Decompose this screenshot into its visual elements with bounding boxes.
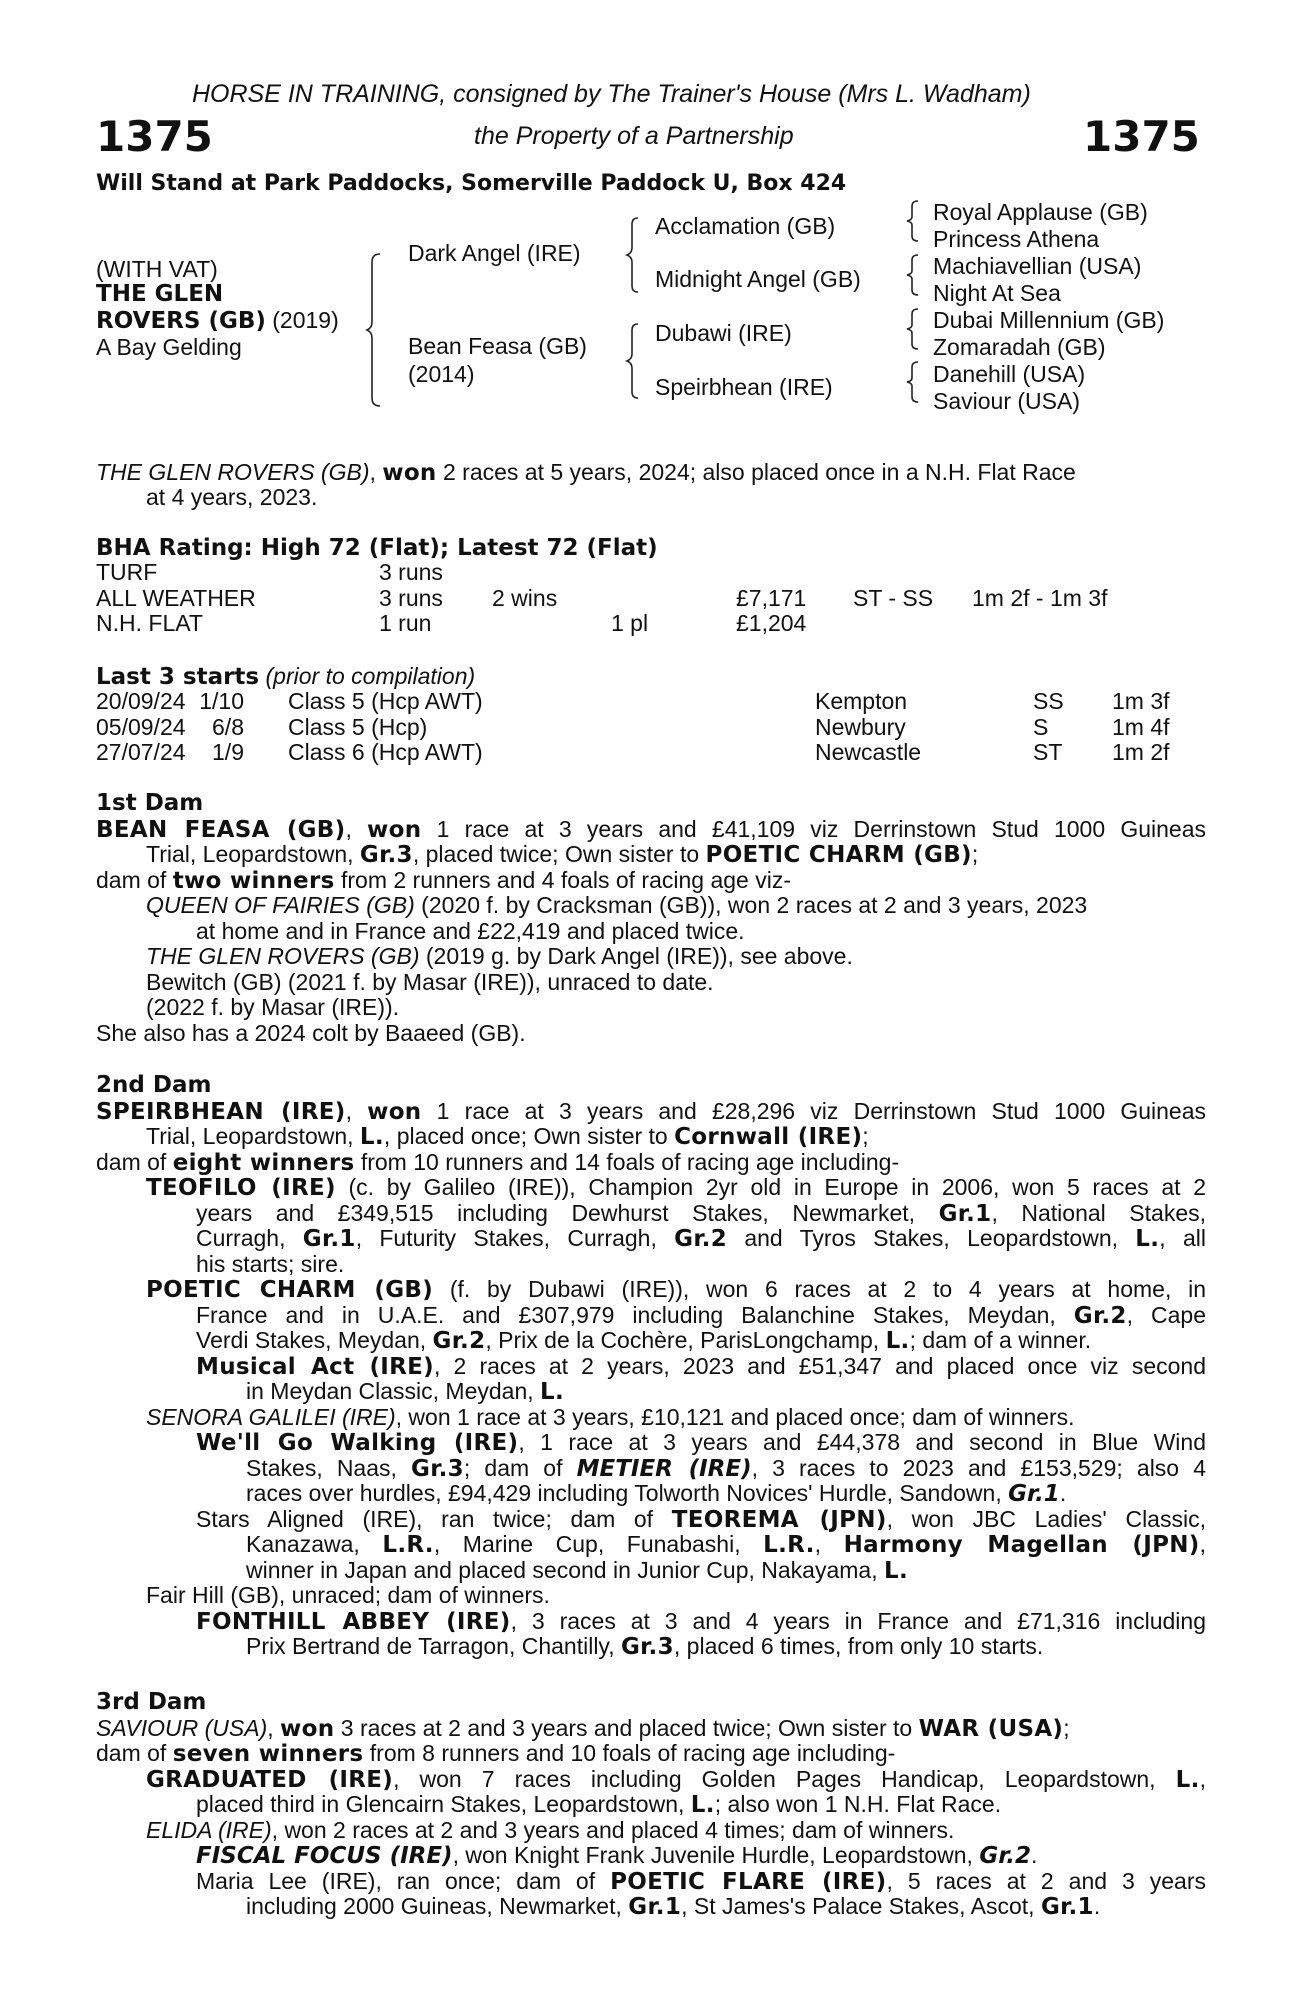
winners-count: eight winners: [172, 1149, 355, 1176]
text: ; dam of: [463, 1454, 577, 1481]
grade: Gr.2: [432, 1328, 486, 1354]
last-starts-note: (prior to compilation): [259, 663, 476, 689]
first-dam-line: [146, 893, 1087, 919]
text: , placed 6 times, from only 10 starts.: [673, 1633, 1044, 1659]
second-dam-title: 2nd Dam: [96, 1072, 212, 1098]
second-dam-line: [196, 1430, 1206, 1457]
grade: Gr.1: [1040, 1894, 1094, 1920]
text: , National Stakes,: [991, 1199, 1207, 1226]
location-line: Will Stand at Park Paddocks, Somerville Paddock U, Box 424: [96, 171, 847, 196]
produce-name: POETIC FLARE (IRE): [610, 1868, 887, 1895]
pedigree-sss: Royal Applause (GB): [933, 199, 1148, 225]
first-dam-line: She also has a 2024 colt by Baaeed (GB).: [96, 1019, 526, 1046]
last-starts-title: [96, 663, 475, 690]
pedigree-dss: Dubai Millennium (GB): [933, 307, 1165, 333]
bha-rating-title: BHA Rating: High 72 (Flat); Latest 72 (Flat): [96, 535, 658, 561]
second-dam-line: [146, 1277, 1206, 1304]
grade: L.: [1135, 1226, 1160, 1252]
rating-money: £1,204: [736, 610, 807, 636]
text: , Futurity Stakes, Curragh,: [355, 1225, 675, 1251]
start-distance: 1m 2f: [1112, 739, 1170, 765]
text: ;: [971, 841, 979, 867]
winners-count: two winners: [172, 867, 335, 894]
text: (f. by Dubawi (IRE)), won 6 races at 2 to 4 years at home, in: [433, 1276, 1206, 1302]
sibling-name: Cornwall (IRE): [674, 1124, 863, 1150]
summary-text: 2 races at 5 years, 2024; also placed once in a N.H. Flat Race: [436, 459, 1076, 485]
text: .: [1031, 1842, 1038, 1868]
second-dam-line: his starts; sire.: [196, 1250, 345, 1277]
second-dam-line: [196, 1507, 1206, 1534]
grade: L.R.: [763, 1532, 815, 1558]
first-dam-section: [96, 791, 1206, 1051]
first-dam-line: [146, 944, 853, 970]
pedigree-bracket-ss: [906, 199, 922, 245]
text: from 2 runners and 4 foals of racing age viz-: [334, 866, 791, 893]
text: Trial, Leopardstown,: [146, 1123, 360, 1149]
start-date: 27/07/24: [96, 739, 186, 765]
grade: Gr.3: [411, 1455, 464, 1482]
dam-name: SPEIRBHEAN (IRE): [96, 1098, 346, 1125]
text: (2020 f. by Cracksman (GB)), won 2 races at 2 and 3 years, 2023: [414, 892, 1088, 918]
start-date: 05/09/24: [96, 713, 186, 740]
text: ,: [1199, 1765, 1206, 1792]
text: years and £349,515 including Dewhurst Stakes, Newmarket,: [196, 1199, 939, 1226]
text: , won 1 race at 3 years, £10,121 and placed once; dam of winners.: [395, 1403, 1075, 1430]
grade: Gr.2: [979, 1843, 1031, 1869]
start-going: SS: [1033, 688, 1064, 714]
lot-number-left: 1375: [96, 112, 213, 161]
text: , all: [1159, 1225, 1206, 1251]
text: ,: [267, 1714, 281, 1741]
grade: Gr.1: [628, 1894, 682, 1920]
text: ; also won 1 N.H. Flat Race.: [714, 1791, 1002, 1817]
text: from 8 runners and 10 foals of racing age including-: [363, 1740, 896, 1766]
text: (2019 g. by Dark Angel (IRE)), see above.: [419, 943, 853, 969]
grade: L.: [1175, 1766, 1200, 1793]
grade: L.: [884, 1557, 908, 1584]
text: including 2000 Guineas, Newmarket,: [246, 1893, 629, 1919]
start-position: 1/10: [199, 688, 244, 714]
grade: L.: [690, 1792, 715, 1818]
won-label: won: [280, 1715, 335, 1742]
text: Stakes, Naas,: [246, 1454, 412, 1481]
grade: Gr.3: [359, 842, 413, 868]
text: , St James's Palace Stakes, Ascot,: [681, 1893, 1041, 1919]
pedigree-bracket-dd: [906, 360, 922, 406]
text: ,: [345, 1097, 368, 1124]
text: Verdi Stakes, Meydan,: [196, 1327, 433, 1353]
text: , placed twice; Own sister to: [412, 841, 706, 867]
second-dam-line: [146, 1175, 1206, 1202]
text: Kanazawa,: [246, 1531, 383, 1557]
text: dam of: [96, 866, 173, 893]
third-dam-line: [246, 1894, 1100, 1921]
consignment-line: HORSE IN TRAINING, consigned by The Trainer's House (Mrs L. Wadham): [192, 80, 1031, 108]
text: Trial, Leopardstown,: [146, 841, 360, 867]
pedigree-sdd: Night At Sea: [933, 280, 1061, 306]
text: .: [1059, 1480, 1067, 1506]
text: , 3 races to 2023 and £153,529; also 4: [751, 1454, 1207, 1481]
rating-surface: N.H. FLAT: [96, 610, 203, 636]
text: winner in Japan and placed second in Junior Cup, Nakayama,: [246, 1556, 884, 1583]
last-starts-label: Last 3 starts: [96, 664, 260, 690]
first-dam-line: at home and in France and £22,419 and placed twice.: [196, 917, 745, 944]
grade: Gr.1: [938, 1200, 992, 1227]
third-dam-line: [146, 1818, 954, 1844]
second-dam-line: Fair Hill (GB), unraced; dam of winners.: [146, 1582, 550, 1608]
text: ,: [345, 815, 368, 842]
produce-name: SENORA GALILEI (IRE): [146, 1403, 396, 1430]
rating-money: £7,171: [736, 584, 807, 611]
grade: L.: [885, 1328, 910, 1354]
rating-going: ST - SS: [853, 584, 934, 611]
text: 1 race at 3 years and £28,296 viz Derrinstown Stud 1000 Guineas: [421, 1097, 1207, 1124]
second-dam-line: [196, 1354, 1206, 1381]
horse-name-line1: THE GLEN: [96, 281, 224, 307]
text: Maria Lee (IRE), ran once; dam of: [196, 1867, 611, 1894]
pedigree-dam: Bean Feasa (GB): [408, 333, 587, 359]
pedigree-bracket-dam: [626, 322, 642, 402]
text: in Meydan Classic, Meydan,: [246, 1378, 541, 1404]
text: , won 7 races including Golden Pages Handicap, Leopardstown,: [393, 1765, 1176, 1792]
rating-surface: ALL WEATHER: [96, 584, 256, 611]
text: ;: [1063, 1714, 1070, 1741]
second-dam-line: [196, 1201, 1206, 1228]
produce-name: QUEEN OF FAIRIES (GB): [146, 892, 415, 918]
produce-name: GRADUATED (IRE): [146, 1766, 394, 1793]
second-dam-line: [246, 1558, 908, 1585]
rating-runs: 3 runs: [379, 559, 443, 585]
pedigree-bracket-sd: [906, 253, 922, 299]
dam-name: BEAN FEASA (GB): [96, 816, 346, 843]
produce-name: FISCAL FOCUS (IRE): [196, 1843, 453, 1869]
text: , won 2 races at 2 and 3 years and placed 4 times; dam of winners.: [271, 1816, 955, 1843]
pedigree-sds: Machiavellian (USA): [933, 253, 1142, 279]
second-dam-line: [196, 1226, 1206, 1253]
third-dam-section: [96, 1690, 1206, 1930]
text: , 2 races at 2 years, 2023 and £51,347 and placed once viz second: [433, 1352, 1206, 1379]
grade: Gr.2: [1073, 1302, 1127, 1329]
dam-name: SAVIOUR (USA): [96, 1714, 268, 1741]
pedigree-bracket-main: [366, 252, 386, 408]
horse-name: ROVERS (GB): [96, 308, 266, 334]
rating-runs: 3 runs: [379, 584, 443, 611]
third-dam-line: [196, 1869, 1206, 1896]
third-dam-line: [196, 1792, 1001, 1819]
lot-number-right: 1375: [1083, 112, 1200, 161]
rating-runs: 1 run: [379, 610, 432, 636]
pedigree-ssd: Princess Athena: [933, 226, 1100, 252]
start-course: Newcastle: [815, 739, 922, 765]
rating-placed: 1 pl: [611, 610, 649, 636]
text: from 10 runners and 14 foals of racing age including-: [354, 1148, 900, 1175]
text: dam of: [96, 1148, 173, 1175]
text: races over hurdles, £94,429 including Tolworth Novices' Hurdle, Sandown,: [246, 1480, 1009, 1506]
rating-table: [96, 560, 1206, 640]
first-dam-line: [96, 868, 791, 895]
grade: L.: [359, 1124, 384, 1150]
produce-name: METIER (IRE): [576, 1455, 752, 1482]
second-dam-line: [96, 1150, 899, 1177]
pedigree-sire-dam: Midnight Angel (GB): [655, 266, 861, 292]
winners-count: seven winners: [172, 1741, 364, 1767]
vat-note: (WITH VAT): [96, 256, 218, 282]
start-going: ST: [1033, 739, 1063, 765]
text: , Prix de la Cochère, ParisLongchamp,: [485, 1327, 886, 1353]
text: Prix Bertrand de Tarragon, Chantilly,: [246, 1633, 621, 1659]
won-label: won: [367, 816, 422, 843]
summary-won: won: [382, 460, 437, 486]
grade: Gr.1: [302, 1226, 356, 1252]
text: and Tyros Stakes, Leopardstown,: [727, 1225, 1136, 1251]
produce-name: We'll Go Walking (IRE): [196, 1430, 519, 1456]
start-class: Class 5 (Hcp): [288, 713, 428, 740]
second-dam-line: [146, 1405, 1075, 1431]
first-dam-title: 1st Dam: [96, 790, 204, 816]
first-dam-line: [146, 842, 978, 869]
second-dam-line: [246, 1634, 1043, 1661]
text: Curragh,: [196, 1225, 303, 1251]
start-distance: 1m 3f: [1112, 688, 1170, 714]
pedigree-sire-sire: Acclamation (GB): [655, 213, 836, 239]
start-distance: 1m 4f: [1112, 713, 1170, 740]
last-starts-table: [96, 689, 1206, 769]
start-date: 20/09/24: [96, 688, 186, 714]
pedigree-dam-sire: Dubawi (IRE): [655, 320, 792, 346]
second-dam-line: [196, 1609, 1206, 1636]
pedigree-bracket-sire: [626, 216, 642, 296]
produce-name: Musical Act (IRE): [196, 1353, 434, 1380]
grade: Gr.3: [621, 1634, 674, 1660]
start-position: 6/8: [212, 713, 244, 740]
start-course: Kempton: [815, 688, 908, 714]
second-dam-line: [246, 1456, 1206, 1483]
pedigree-dam-year: (2014): [408, 361, 475, 387]
text: ; dam of a winner.: [909, 1327, 1092, 1353]
horse-name-line2: [96, 307, 339, 335]
first-dam-line: [96, 817, 1206, 844]
rating-surface: TURF: [96, 559, 158, 585]
text: dam of: [96, 1740, 173, 1766]
produce-name: Harmony Magellan (JPN): [843, 1532, 1200, 1558]
text: , 3 races at 3 and 4 years in France and £71,316 including: [510, 1607, 1206, 1634]
third-dam-line: [196, 1843, 1037, 1870]
sibling-name: WAR (USA): [918, 1715, 1064, 1742]
pedigree-sire: Dark Angel (IRE): [408, 240, 581, 266]
start-position: 1/9: [212, 739, 244, 765]
produce-name: ELIDA (IRE): [146, 1816, 272, 1843]
first-dam-line: Bewitch (GB) (2021 f. by Masar (IRE)), unraced to date.: [146, 968, 714, 995]
text: , 1 race at 3 years and £44,378 and second in Blue Wind: [518, 1429, 1206, 1455]
second-dam-line: [246, 1481, 1066, 1508]
text: 1 race at 3 years and £41,109 viz Derrinstown Stud 1000 Guineas: [421, 815, 1207, 842]
horse-year: (2019): [265, 307, 339, 333]
pedigree-dam-dam: Speirbhean (IRE): [655, 374, 833, 400]
produce-name: THE GLEN ROVERS (GB): [146, 943, 420, 969]
second-dam-line: [96, 1099, 1206, 1126]
summary-horse-name: THE GLEN ROVERS (GB): [96, 459, 370, 485]
first-dam-line: (2022 f. by Masar (IRE)).: [146, 994, 400, 1020]
pedigree-dsd: Zomaradah (GB): [933, 334, 1106, 360]
text: , placed once; Own sister to: [383, 1123, 675, 1149]
pedigree-bracket-ds: [906, 307, 922, 353]
start-going: S: [1033, 713, 1049, 740]
text: , Marine Cup, Funabashi,: [433, 1531, 764, 1557]
start-class: Class 5 (Hcp AWT): [288, 688, 483, 714]
pedigree-ddd: Saviour (USA): [933, 388, 1080, 414]
second-dam-line: [146, 1124, 869, 1151]
produce-name: POETIC CHARM (GB): [146, 1277, 434, 1303]
grade: Gr.1: [1008, 1481, 1060, 1507]
text: .: [1093, 1893, 1101, 1919]
text: ,: [1199, 1531, 1206, 1557]
third-dam-line: [146, 1767, 1206, 1794]
horse-description: A Bay Gelding: [96, 334, 242, 360]
text: (c. by Galileo (IRE)), Champion 2yr old in Europe in 2006, won 5 races at 2: [335, 1174, 1206, 1200]
text: placed third in Glencairn Stakes, Leopardstown,: [196, 1791, 691, 1817]
produce-name: FONTHILL ABBEY (IRE): [196, 1608, 511, 1635]
text: ;: [862, 1123, 869, 1149]
second-dam-line: [196, 1303, 1206, 1330]
won-label: won: [367, 1098, 422, 1125]
text: , 5 races at 2 and 3 years: [886, 1867, 1206, 1894]
grade: L.R.: [382, 1532, 434, 1558]
second-dam-line: [196, 1328, 1091, 1355]
sibling-name: POETIC CHARM (GB): [705, 842, 972, 868]
pedigree-dds: Danehill (USA): [933, 361, 1086, 387]
grade: Gr.2: [674, 1226, 728, 1252]
rating-distance: 1m 2f - 1m 3f: [972, 584, 1108, 611]
text: France and in U.A.E. and £307,979 including Balanchine Stakes, Meydan,: [196, 1301, 1074, 1328]
start-course: Newbury: [815, 713, 906, 740]
second-dam-line: [246, 1379, 564, 1406]
summary-text2: at 4 years, 2023.: [146, 484, 318, 510]
second-dam-section: [96, 1073, 1206, 1673]
text: , won JBC Ladies' Classic,: [886, 1505, 1206, 1532]
produce-name: TEOREMA (JPN): [671, 1506, 887, 1533]
third-dam-title: 3rd Dam: [96, 1689, 207, 1715]
text: 3 races at 2 and 3 years and placed twice; Own sister to: [334, 1714, 919, 1741]
start-class: Class 6 (Hcp AWT): [288, 739, 483, 765]
rating-wins: 2 wins: [492, 584, 558, 611]
property-line: the Property of a Partnership: [474, 122, 794, 150]
text: Stars Aligned (IRE), ran twice; dam of: [196, 1505, 672, 1532]
grade: L.: [540, 1379, 565, 1405]
text: ,: [814, 1531, 844, 1557]
text: , Cape: [1126, 1301, 1207, 1328]
third-dam-line: [96, 1716, 1070, 1743]
comma: ,: [369, 459, 383, 485]
text: , won Knight Frank Juvenile Hurdle, Leopardstown,: [452, 1842, 980, 1868]
produce-name: TEOFILO (IRE): [146, 1175, 336, 1201]
second-dam-line: [246, 1532, 1206, 1559]
third-dam-line: [96, 1741, 895, 1768]
